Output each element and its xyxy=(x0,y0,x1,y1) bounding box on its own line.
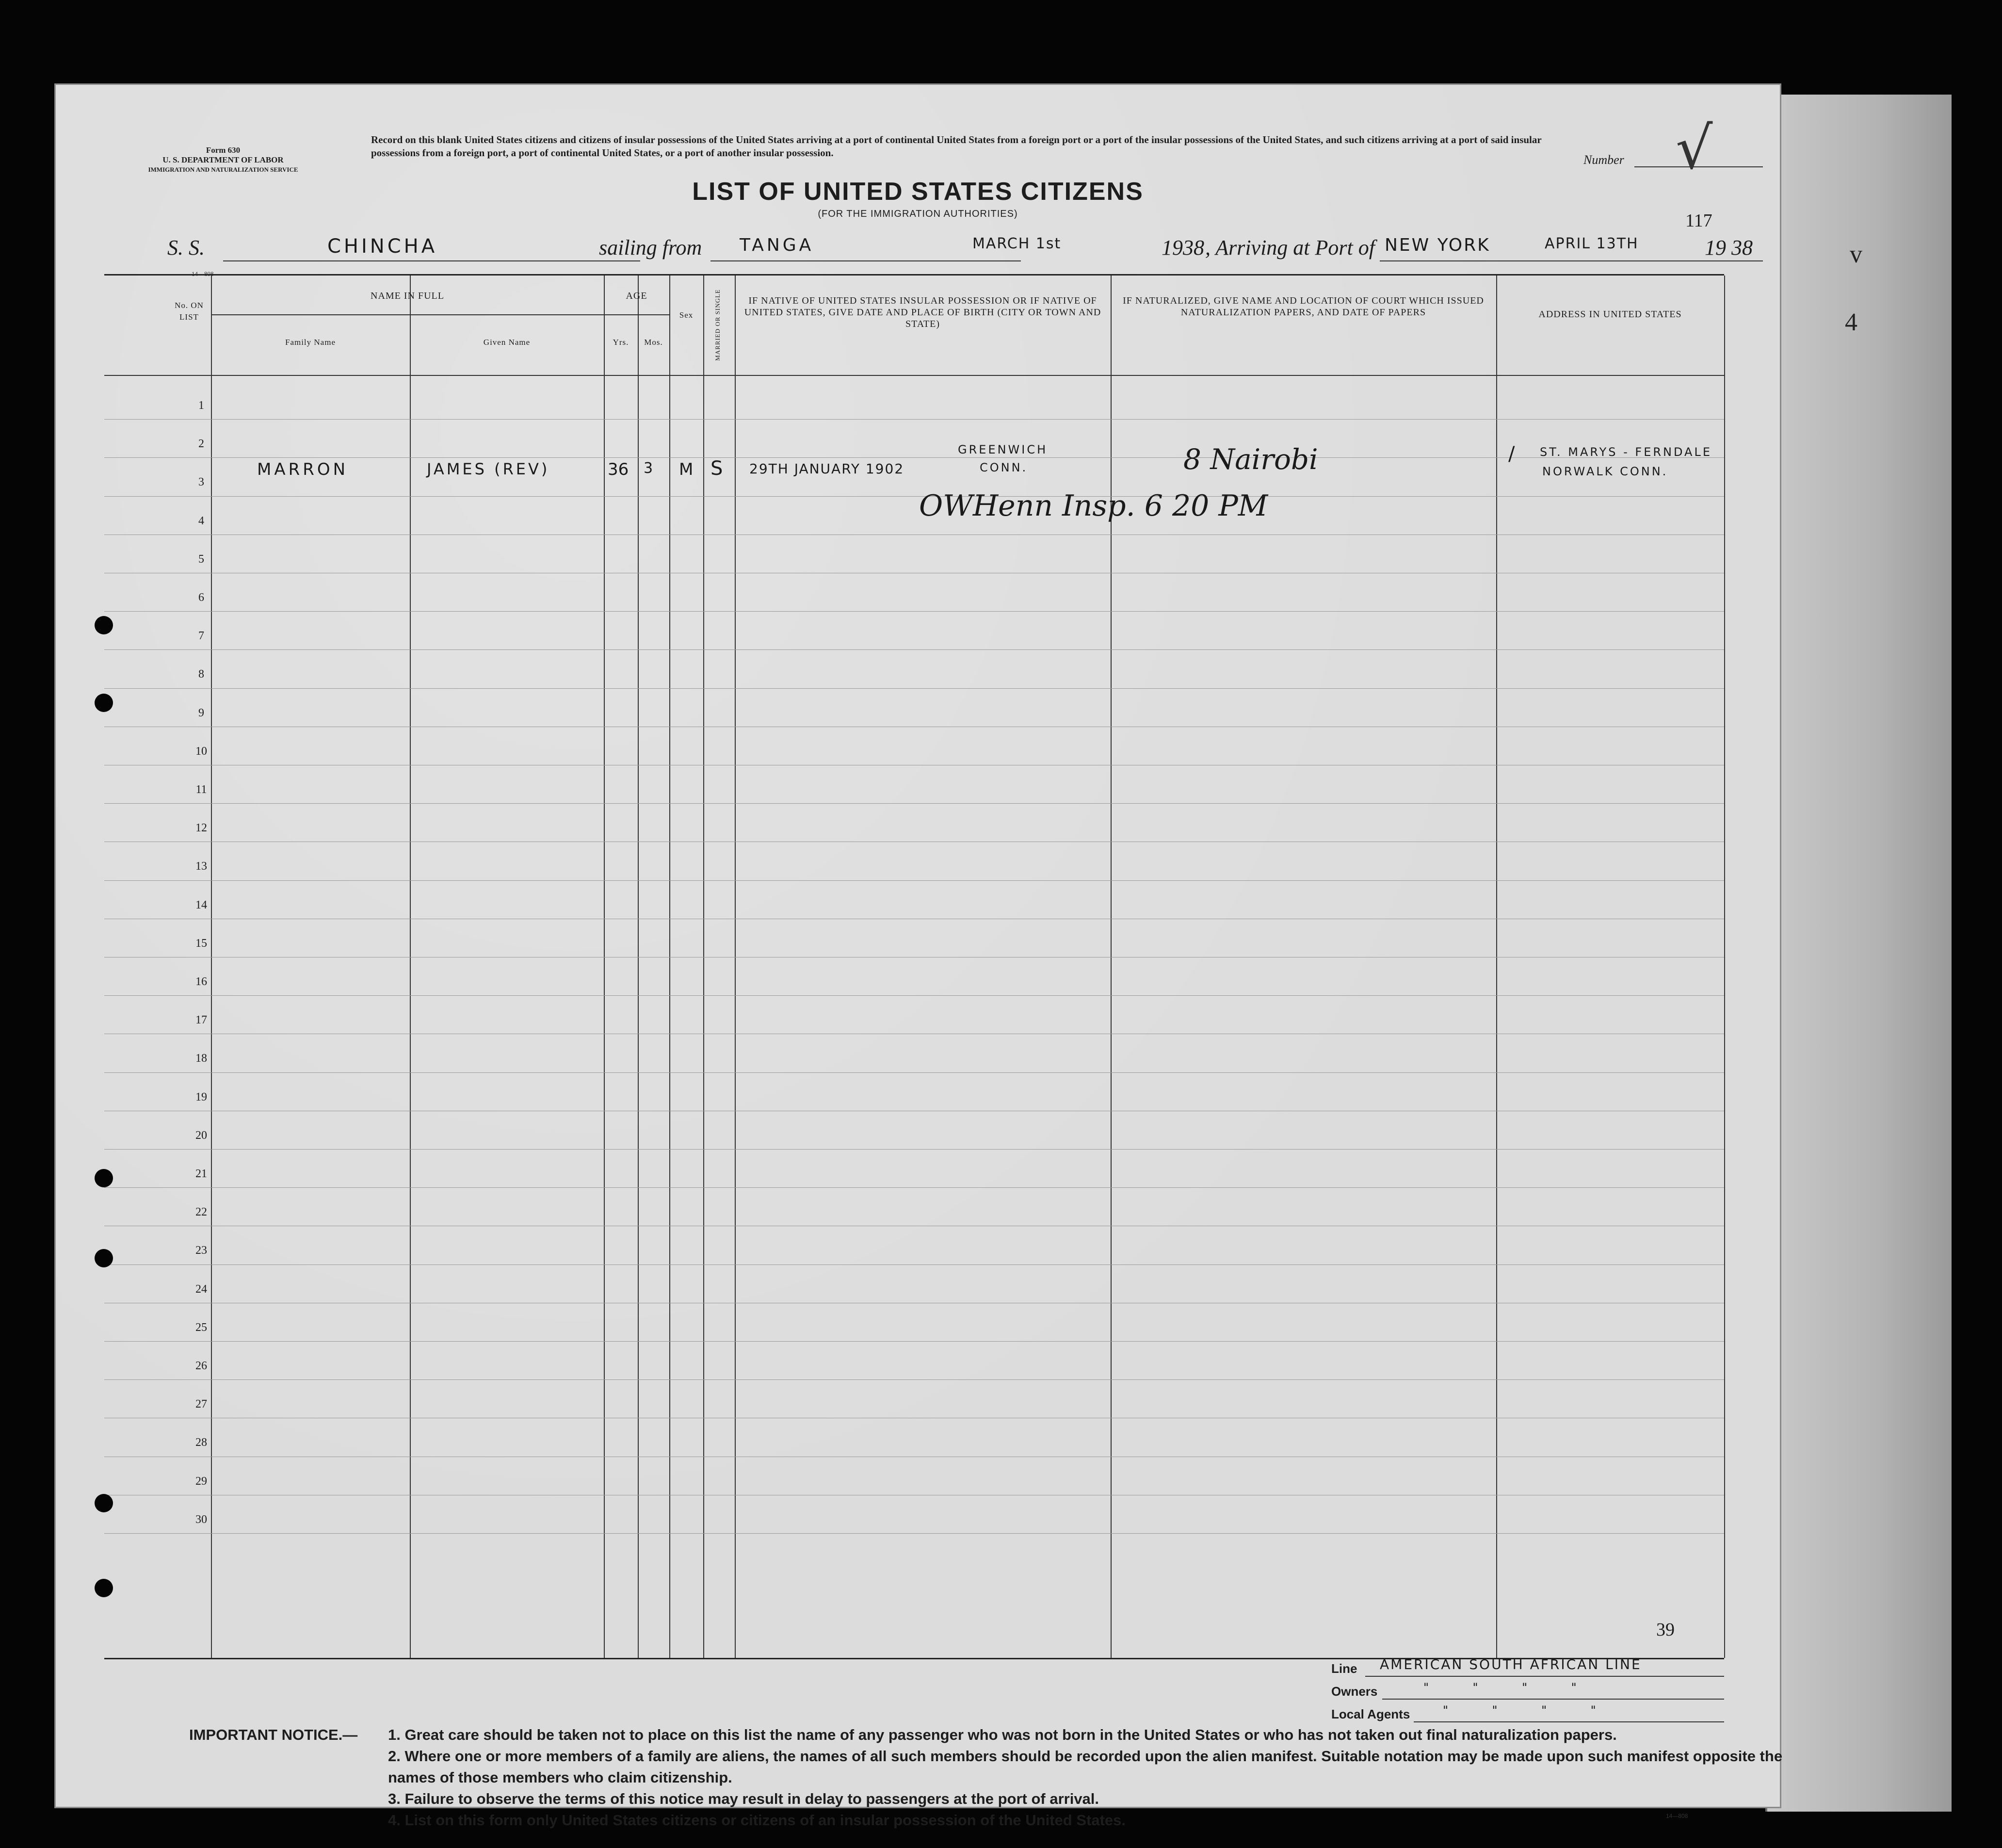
entry-marital-status: S xyxy=(710,457,723,480)
row-number: 21 xyxy=(195,1167,207,1180)
sailing-from-label: sailing from xyxy=(599,236,702,259)
col-no-on-list: No. ON LIST xyxy=(175,301,204,322)
row-number: 14 xyxy=(195,898,207,911)
entry-address-line1: ST. MARYS - FERNDALE xyxy=(1540,445,1712,459)
row-number: 6 xyxy=(198,591,204,604)
entry-birth-date: 29TH JANUARY 1902 xyxy=(749,461,904,477)
punch-hole xyxy=(95,1494,113,1512)
table-row xyxy=(104,1072,1724,1073)
col-given-name: Given Name xyxy=(483,338,531,347)
table-row xyxy=(104,803,1724,804)
arrival-date: APRIL 13TH xyxy=(1545,235,1639,252)
row-number: 20 xyxy=(195,1129,207,1142)
col-age: AGE xyxy=(626,291,647,301)
row-number: 24 xyxy=(195,1282,207,1296)
row-number: 17 xyxy=(195,1014,207,1027)
arrival-port: NEW YORK xyxy=(1385,235,1490,255)
sailing-year: 1938 xyxy=(1162,236,1204,259)
punch-hole xyxy=(95,694,113,712)
col-sex: Sex xyxy=(679,310,694,320)
row-number: 5 xyxy=(198,552,204,566)
owners-label: Owners xyxy=(1331,1684,1378,1699)
col-married-single: MARRIED OR SINGLE xyxy=(714,289,721,361)
sailing-date: MARCH 1st xyxy=(972,235,1062,252)
line-value: AMERICAN SOUTH AFRICAN LINE xyxy=(1380,1656,1642,1672)
row-number: 12 xyxy=(195,822,207,835)
row-number: 7 xyxy=(198,630,204,643)
row-number: 28 xyxy=(195,1436,207,1449)
row-number: 29 xyxy=(195,1475,207,1488)
row-number: 2 xyxy=(198,438,204,451)
row-number: 19 xyxy=(195,1090,207,1103)
col-address: ADDRESS IN UNITED STATES xyxy=(1538,309,1682,320)
table-row xyxy=(104,419,1724,420)
important-notice-heading: IMPORTANT NOTICE.— xyxy=(189,1726,358,1743)
number-label: Number xyxy=(1583,153,1624,167)
page-number: 117 xyxy=(1685,211,1712,231)
col-naturalization: IF NATURALIZED, GIVE NAME AND LOCATION OF COURT WHICH ISSUED NATURALIZATION PAPERS, AND DATE OF PAPERS xyxy=(1123,295,1484,318)
col-name-in-full: NAME IN FULL xyxy=(371,291,444,301)
punch-hole xyxy=(95,1169,113,1187)
check-mark: √ xyxy=(1676,115,1713,182)
punch-hole xyxy=(95,616,113,634)
table-row xyxy=(104,649,1724,650)
row-number: 25 xyxy=(195,1321,207,1334)
table-row xyxy=(104,1379,1724,1380)
col-mos: Mos. xyxy=(644,338,663,347)
form-number: Form 630 xyxy=(206,146,241,155)
notice-item-1: 1. Great care should be taken not to place on this list the name of any passenger who was not born in the United States or who has not taken out final naturalization papers. xyxy=(388,1726,1617,1743)
notice-item-2: 2. Where one or more members of a family are aliens, the names of all such members should be recorded upon the alien manifest. Suitable notation may be made upon such manifest opposite the names of those members who claim citizenship. xyxy=(388,1748,1783,1786)
department-name: U. S. DEPARTMENT OF LABOR xyxy=(162,155,284,164)
print-code: 14—808 xyxy=(192,270,214,277)
bottom-code: 14—808 xyxy=(1666,1813,1688,1819)
entry-birth-place: GREENWICH xyxy=(958,443,1048,456)
header-divider xyxy=(104,375,1724,376)
row-number: 15 xyxy=(195,937,207,950)
table-row xyxy=(104,1533,1724,1534)
row-number: 23 xyxy=(195,1244,207,1257)
arriving-label: , Arriving at Port of xyxy=(1205,236,1375,259)
table-row xyxy=(104,1341,1724,1342)
arrival-year: 19 38 xyxy=(1705,236,1753,259)
row-number: 22 xyxy=(195,1206,207,1219)
inspector-note: OWHenn Insp. 6 20 PM xyxy=(919,489,1268,523)
row-number: 26 xyxy=(195,1360,207,1372)
page-title: LIST OF UNITED STATES CITIZENS xyxy=(692,178,1144,206)
service-name: IMMIGRATION AND NATURALIZATION SERVICE xyxy=(148,166,298,173)
punch-hole xyxy=(95,1249,113,1267)
owners-value: " " " " xyxy=(1423,1681,1582,1694)
table-row xyxy=(104,880,1724,881)
col-yrs: Yrs. xyxy=(613,338,629,347)
row-number: 4 xyxy=(198,514,204,527)
entry-naturalization-court: 8 Nairobi xyxy=(1183,443,1318,476)
row-number: 9 xyxy=(198,706,204,719)
stamp-number: 39 xyxy=(1656,1620,1675,1640)
local-agents-field xyxy=(1414,1721,1724,1722)
table-row xyxy=(104,1149,1724,1150)
port-from: TANGA xyxy=(740,235,814,255)
row-number: 13 xyxy=(195,860,207,873)
citizens-table xyxy=(104,274,1724,1659)
page-subtitle: (FOR THE IMMIGRATION AUTHORITIES) xyxy=(818,209,1018,219)
underlying-sheet: v 4 xyxy=(1765,95,1952,1812)
table-row xyxy=(104,1187,1724,1188)
entry-family-name: MARRON xyxy=(257,460,349,479)
table-row xyxy=(104,457,1724,458)
row-number: 11 xyxy=(195,783,207,796)
notice-item-3: 3. Failure to observe the terms of this notice may result in delay to passengers at the port of arrival. xyxy=(388,1790,1099,1807)
table-row xyxy=(104,611,1724,612)
row-number: 16 xyxy=(195,975,207,988)
table-row xyxy=(104,496,1724,497)
row-number: 30 xyxy=(195,1513,207,1526)
row-number: 1 xyxy=(198,399,204,412)
punch-hole xyxy=(95,1579,113,1597)
row-number: 27 xyxy=(195,1398,207,1411)
table-row xyxy=(104,995,1724,996)
row-number: 8 xyxy=(198,668,204,681)
entry-sex: M xyxy=(679,460,694,479)
entry-age-months: 3 xyxy=(644,460,653,477)
row-number: 10 xyxy=(195,745,207,758)
form-identifier xyxy=(112,146,335,175)
owners-field xyxy=(1382,1699,1724,1700)
instruction-text: Record on this blank United States citizens and citizens of insular possessions of the United States arriving at a port of continental United States from a foreign port or a port of the insular possessions of the United States, and such citizens arriving at a port of said insular possessions from a foreign port, a port of continental United States, or a port of another insular possession. xyxy=(371,134,1542,159)
ship-details-line xyxy=(167,235,1768,269)
entry-birth-state: CONN. xyxy=(980,461,1028,474)
row-number: 3 xyxy=(198,476,204,489)
row-number: 18 xyxy=(195,1052,207,1065)
line-label: Line xyxy=(1331,1661,1357,1676)
table-row xyxy=(104,688,1724,689)
entry-address-line2: NORWALK CONN. xyxy=(1542,465,1668,478)
ship-name: CHINCHA xyxy=(327,235,438,258)
line-field xyxy=(1365,1676,1724,1677)
entry-age-years: 36 xyxy=(608,460,629,479)
ss-label: S. S. xyxy=(167,236,205,259)
local-agents-label: Local Agents xyxy=(1331,1707,1410,1721)
manifest-page xyxy=(56,85,1783,1829)
address-tick: / xyxy=(1508,443,1515,465)
notice-item-4: 4. List on this form only United States citizens or citizens of an insular possession of the United States. xyxy=(388,1812,1126,1829)
col-family-name: Family Name xyxy=(285,338,336,347)
col-place-of-birth: IF NATIVE OF UNITED STATES INSULAR POSSESSION OR IF NATIVE OF UNITED STATES, GIVE DATE AND PLACE OF BIRTH (CITY OR TOWN AND STATE) xyxy=(744,295,1101,329)
table-row xyxy=(104,1264,1724,1265)
entry-given-name: JAMES (REV) xyxy=(427,460,550,478)
local-agents-value: " " " " xyxy=(1443,1703,1602,1717)
